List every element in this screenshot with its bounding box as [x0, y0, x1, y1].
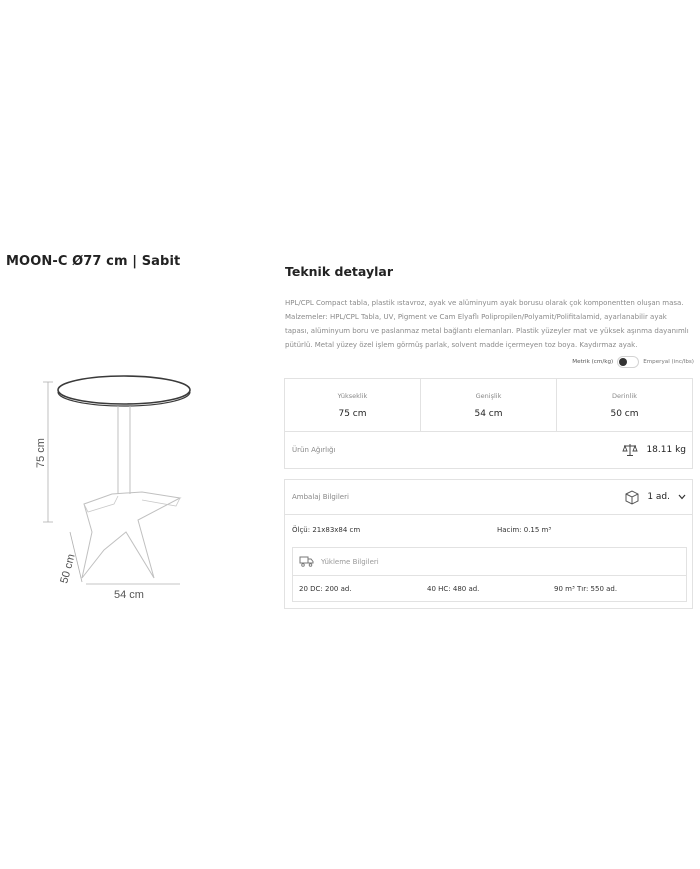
packaging-volume: Hacim: 0.15 m³ [497, 526, 552, 534]
unit-imperial-label: Emperyal (inc/lbs) [643, 359, 694, 365]
dim-depth-value: 50 cm [610, 408, 639, 419]
dim-height-value: 75 cm [338, 408, 367, 419]
drawing-height-label: 75 cm [35, 438, 47, 468]
loading-table [292, 547, 687, 602]
load-40hc: 40 HC: 480 ad. [427, 585, 480, 593]
dim-height-label: Yükseklik [337, 391, 368, 400]
dim-height [285, 379, 421, 431]
unit-toggle[interactable] [617, 356, 639, 368]
weight-row [284, 431, 693, 469]
box-icon [624, 490, 640, 505]
table-drawing [30, 372, 230, 608]
drawing-depth-label: 50 cm [58, 552, 78, 585]
weight-value: 18.11 kg [646, 444, 686, 455]
product-title: MOON-C Ø77 cm | Sabit [6, 254, 181, 269]
unit-metric-label: Metrik (cm/kg) [572, 359, 614, 365]
drawing-width-label: 54 cm [114, 589, 144, 601]
load-20dc: 20 DC: 200 ad. [299, 585, 352, 593]
scale-icon [622, 443, 638, 457]
unit-switch[interactable] [572, 356, 694, 368]
loading-values-row [293, 576, 686, 603]
truck-icon [299, 556, 314, 567]
packaging-header[interactable] [285, 480, 692, 515]
dim-depth [557, 379, 692, 431]
dim-depth-label: Derinlik [612, 391, 637, 400]
dim-width [421, 379, 557, 431]
loading-header [293, 548, 686, 576]
packaging-panel [284, 479, 693, 609]
load-90m3: 90 m³ Tır: 550 ad. [554, 585, 618, 593]
product-description: HPL/CPL Compact tabla, plastik ıstavroz, ayak ve alüminyum ayak borusu olarak çok komponentten oluşan masa. Malzemeler: HPL/CPL Tabla, UV, Pigment ve Cam Elyaflı Polipropilen/Polyamit/Polifitalamid, ayarlanabilir ayak tapası, alüminyum boru ve paslanmaz metal bağlantı elemanları. Plastik yüzeyler mat ve yüksek aşınma dayanımlı pütürlü. Metal yüzey özel işlem görmüş parlak, solvent madde içermeyen toz boya. Kaydırmaz ayak. [285, 299, 689, 349]
packaging-title: Ambalaj Bilgileri [292, 493, 349, 501]
loading-title: Yükleme Bilgileri [321, 557, 379, 566]
dim-width-value: 54 cm [474, 408, 503, 419]
packaging-quantity: 1 ad. [647, 492, 670, 502]
section-title: Teknik detaylar [285, 264, 393, 279]
chevron-down-icon[interactable] [678, 494, 686, 500]
dimension-table [284, 378, 693, 432]
weight-label: Ürün Ağırlığı [292, 445, 336, 454]
packaging-size: Ölçü: 21x83x84 cm [292, 526, 361, 534]
dim-width-label: Genişlik [475, 391, 502, 400]
toggle-knob [619, 358, 627, 366]
